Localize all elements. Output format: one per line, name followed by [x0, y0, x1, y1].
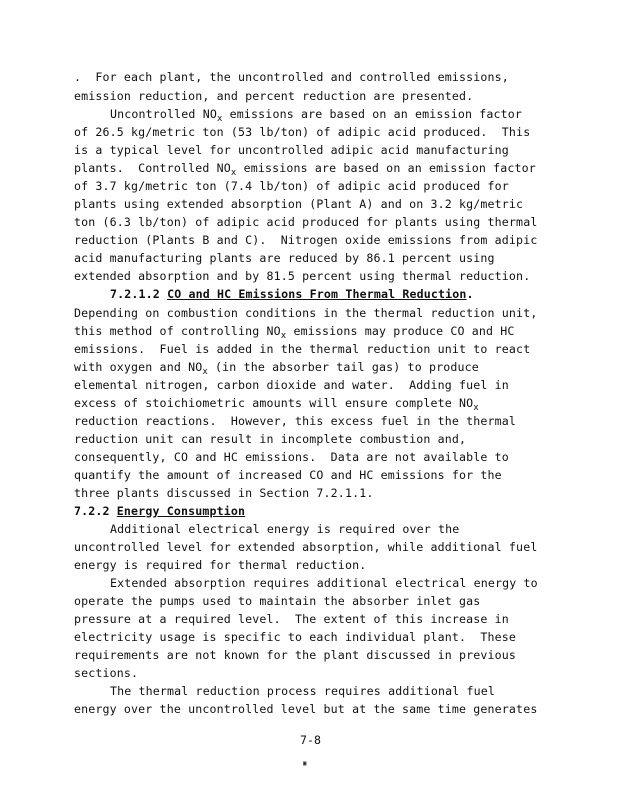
uncontrolled-line-10: extended absorption and by 81.5 percent using thermal reduction.	[74, 269, 531, 283]
intro-line-1: . For each plant, the uncontrolled and controlled emissions,	[74, 70, 509, 84]
uncontrolled-line-5: of 3.7 kg/metric ton (7.4 lb/ton) of adipic acid produced for	[74, 179, 509, 193]
uncontrolled-line-1: Uncontrolled $NO_x$ emissions are based on an emission factor	[110, 107, 522, 124]
s722-line-4: Extended absorption requires additional electrical energy to	[110, 576, 538, 590]
section-722-heading	[74, 504, 245, 518]
s722-line-5: operate the pumps used to maintain the absorber inlet gas	[74, 594, 481, 608]
s7212-line-11: quantify the amount of increased CO and HC emissions for the	[74, 468, 502, 482]
section-number: 7.2.1.2	[110, 287, 160, 301]
s7212-line-9: reduction unit can result in incomplete combustion and,	[74, 432, 467, 446]
section-title: CO and HC Emissions From Thermal Reduction	[167, 287, 467, 301]
s7212-line-3: this method of controlling $NO_x$ emissions may produce CO and HC	[74, 324, 515, 341]
s722-line-8: requirements are not known for the plant discussed in previous	[74, 648, 517, 662]
uncontrolled-line-9: acid manufacturing plants are reduced by 86.1 percent using	[74, 251, 495, 265]
uncontrolled-line-8: reduction (Plants B and C). Nitrogen oxide emissions from adipic	[74, 233, 538, 247]
section-7212-heading: 7.2.1.2 CO and HC Emissions From Thermal Reduction.	[110, 287, 474, 301]
section-title: Energy Consumption	[116, 504, 246, 518]
s7212-line-10: consequently, CO and HC emissions. Data are not available to	[74, 450, 509, 464]
intro-line-2: emission reduction, and percent reduction are presented.	[74, 89, 474, 103]
uncontrolled-line-3: is a typical level for uncontrolled adipic acid manufacturing	[74, 143, 509, 157]
s7212-line-4: emissions. Fuel is added in the thermal reduction unit to react	[74, 342, 531, 356]
s722-line-11: energy over the uncontrolled level but at the same time generates	[74, 702, 538, 716]
page-number: 7-8	[300, 733, 321, 747]
s7212-line-7: excess of stoichiometric amounts will ensure complete $NO_x$	[74, 396, 479, 413]
uncontrolled-line-4: plants. Controlled $NO_x$ emissions are based on an emission factor	[74, 161, 536, 178]
s7212-line-12: three plants discussed in Section 7.2.1.1.	[74, 486, 374, 500]
uncontrolled-line-6: plants using extended absorption (Plant A) and on 3.2 kg/metric	[74, 197, 524, 211]
s722-line-2: uncontrolled level for extended absorption, while additional fuel	[74, 540, 538, 554]
s7212-line-6: elemental nitrogen, carbon dioxide and water. Adding fuel in	[74, 378, 509, 392]
uncontrolled-line-2: of 26.5 kg/metric ton (53 lb/ton) of adipic acid produced. This	[74, 125, 531, 139]
s722-line-1: Additional electrical energy is required over the	[110, 522, 460, 536]
uncontrolled-line-7: ton (6.3 lb/ton) of adipic acid produced for plants using thermal	[74, 215, 538, 229]
s7212-line-8: reduction reactions. However, this excess fuel in the thermal	[74, 414, 517, 428]
s7212-line-2: Depending on combustion conditions in the thermal reduction unit,	[74, 306, 538, 320]
s7212-line-5: with oxygen and $NO_x$ (in the absorber tail gas) to produce	[74, 360, 479, 377]
s722-line-10: The thermal reduction process requires additional fuel	[110, 684, 496, 698]
s722-line-7: electricity usage is specific to each individual plant. These	[74, 630, 517, 644]
section-number: 7.2.2	[74, 504, 110, 518]
s722-line-6: pressure at a required level. The extent of this increase in	[74, 612, 509, 626]
footer-mark-icon: ▣	[303, 760, 307, 767]
s722-line-3: energy is required for thermal reduction.	[74, 558, 367, 572]
s722-line-9: sections.	[74, 666, 139, 680]
